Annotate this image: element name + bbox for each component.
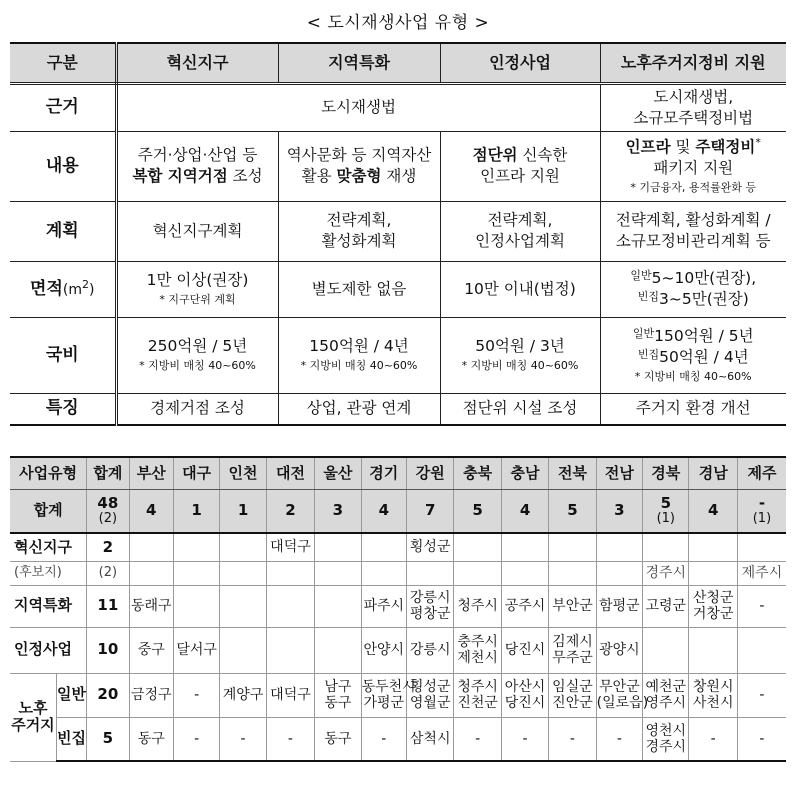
region-cell: 중구 <box>129 627 173 673</box>
region-cell: 남구 동구 <box>315 673 361 717</box>
vacant-count: 5 <box>87 717 129 761</box>
header-region: 대전 <box>266 457 314 489</box>
region-cell <box>406 561 453 585</box>
total-region-count: 4 <box>689 489 737 533</box>
header-region: 경기 <box>361 457 406 489</box>
area-regional: 별도제한 없음 <box>278 261 440 317</box>
header-region: 합계 <box>87 457 129 489</box>
region-cell: 동구 <box>315 717 361 761</box>
candidate-row <box>10 561 786 585</box>
region-cell <box>596 533 642 561</box>
header-region: 제주 <box>737 457 786 489</box>
header-innovation: 혁신지구 <box>116 43 278 83</box>
funding-regional: 150억원 / 4년 * 지방비 매칭 40~60% <box>278 317 440 393</box>
region-cell: - <box>737 585 786 627</box>
header-project-type: 사업유형 <box>10 457 87 489</box>
total-region-count: 4 <box>129 489 173 533</box>
total-region-count: - (1) <box>737 489 786 533</box>
region-cell: - <box>454 717 501 761</box>
plan-certified: 전략계획, 인정사업계획 <box>440 201 600 261</box>
basis-label: 근거 <box>10 83 116 131</box>
general-count: 20 <box>87 673 129 717</box>
basis-old-housing: 도시재생법, 소규모주택정비법 <box>600 83 786 131</box>
region-cell: - <box>361 717 406 761</box>
header-category: 구분 <box>10 43 116 83</box>
header-region: 울산 <box>315 457 361 489</box>
region-header-row <box>10 457 786 489</box>
region-cell: 강릉시 평창군 <box>406 585 453 627</box>
region-cell: 무안군 (일로읍) <box>596 673 642 717</box>
innovation-row <box>10 533 786 561</box>
region-cell <box>689 533 737 561</box>
certified-count: 10 <box>87 627 129 673</box>
region-cell: 함평군 <box>596 585 642 627</box>
header-region: 경북 <box>643 457 689 489</box>
header-region: 경남 <box>689 457 737 489</box>
region-cell: 광양시 <box>596 627 642 673</box>
certified-label: 인정사업 <box>10 627 87 673</box>
candidate-label: (후보지) <box>10 561 87 585</box>
regional-count: 11 <box>87 585 129 627</box>
region-cell: 공주시 <box>501 585 548 627</box>
total-row <box>10 489 786 533</box>
region-cell: - <box>501 717 548 761</box>
region-cell: 동두천시 가평군 <box>361 673 406 717</box>
funding-old-housing: $^{일반}$150억원 / 5년 $^{빈집}$50억원 / 4년 * 지방비 매칭 40~60% <box>600 317 786 393</box>
funding-row <box>10 317 786 393</box>
region-cell: 창원시 사천시 <box>689 673 737 717</box>
region-cell: 파주시 <box>361 585 406 627</box>
region-cell: 강릉시 <box>406 627 453 673</box>
region-cell: - <box>173 673 219 717</box>
region-cell: 청주시 진천군 <box>454 673 501 717</box>
old-housing-vacant-row <box>10 717 786 761</box>
region-cell: - <box>173 717 219 761</box>
old-housing-label: 노후 주거지 <box>10 673 56 761</box>
region-cell: - <box>737 717 786 761</box>
header-region: 전남 <box>596 457 642 489</box>
region-cell: 영천시 경주시 <box>643 717 689 761</box>
region-cell: 안양시 <box>361 627 406 673</box>
total-region-count: 3 <box>315 489 361 533</box>
old-housing-general-row <box>10 673 786 717</box>
region-cell: 횡성군 <box>406 533 453 561</box>
project-types-table <box>10 42 786 426</box>
total-region-count: 7 <box>406 489 453 533</box>
region-cell: - <box>596 717 642 761</box>
innovation-count: 2 <box>87 533 129 561</box>
area-innovation: 1만 이상(권장) * 지구단위 계획 <box>116 261 278 317</box>
total-region-count: 3 <box>596 489 642 533</box>
region-cell <box>549 533 596 561</box>
region-cell <box>361 533 406 561</box>
header-region: 전북 <box>549 457 596 489</box>
table-caption: < 도시재생사업 유형 > <box>306 13 490 33</box>
general-label: 일반 <box>56 673 86 717</box>
region-cell: 달서구 <box>173 627 219 673</box>
header-region: 대구 <box>173 457 219 489</box>
total-label: 합계 <box>10 489 87 533</box>
regional-label: 지역특화 <box>10 585 87 627</box>
region-cell <box>689 627 737 673</box>
total-region-count: 1 <box>220 489 266 533</box>
region-cell: - <box>737 673 786 717</box>
regional-distribution-table <box>10 456 786 762</box>
region-cell: - <box>549 717 596 761</box>
region-cell: 청주시 <box>454 585 501 627</box>
area-certified: 10만 이내(법정) <box>440 261 600 317</box>
region-cell: 부안군 <box>549 585 596 627</box>
header-region: 부산 <box>129 457 173 489</box>
region-cell: 대덕구 <box>266 673 314 717</box>
header-region: 강원 <box>406 457 453 489</box>
region-cell <box>643 627 689 673</box>
certified-row <box>10 627 786 673</box>
region-cell <box>549 561 596 585</box>
region-cell <box>315 585 361 627</box>
region-cell <box>501 561 548 585</box>
region-cell <box>173 561 219 585</box>
header-regional: 지역특화 <box>278 43 440 83</box>
region-cell <box>129 561 173 585</box>
region-cell <box>315 561 361 585</box>
feature-certified: 점단위 시설 조성 <box>440 393 600 425</box>
region-cell: 동래구 <box>129 585 173 627</box>
region-cell <box>220 533 266 561</box>
header-certified: 인정사업 <box>440 43 600 83</box>
region-cell <box>689 561 737 585</box>
funding-certified: 50억원 / 3년 * 지방비 매칭 40~60% <box>440 317 600 393</box>
region-cell <box>737 533 786 561</box>
region-cell <box>266 561 314 585</box>
content-old-housing: 인프라 및 주택정비* 패키지 지원 * 기금융자, 용적률완화 등 <box>600 131 786 201</box>
region-cell: 삼척시 <box>406 717 453 761</box>
region-cell <box>315 627 361 673</box>
region-cell: 김제시 무주군 <box>549 627 596 673</box>
types-header-row <box>10 43 786 83</box>
region-cell: 충주시 제천시 <box>454 627 501 673</box>
region-cell <box>220 561 266 585</box>
region-cell <box>173 585 219 627</box>
basis-row <box>10 83 786 131</box>
region-cell: 당진시 <box>501 627 548 673</box>
region-cell <box>266 627 314 673</box>
region-cell: 제주시 <box>737 561 786 585</box>
feature-innovation: 경제거점 조성 <box>116 393 278 425</box>
area-row <box>10 261 786 317</box>
region-cell <box>361 561 406 585</box>
total-region-count: 4 <box>501 489 548 533</box>
plan-innovation: 혁신지구계획 <box>116 201 278 261</box>
plan-old-housing: 전략계획, 활성화계획 / 소규모정비관리계획 등 <box>600 201 786 261</box>
plan-label: 계획 <box>10 201 116 261</box>
region-cell: 산청군 거창군 <box>689 585 737 627</box>
region-cell <box>220 627 266 673</box>
funding-innovation: 250억원 / 5년 * 지방비 매칭 40~60% <box>116 317 278 393</box>
region-cell: 대덕구 <box>266 533 314 561</box>
basis-common: 도시재생법 <box>116 83 600 131</box>
region-cell <box>173 533 219 561</box>
total-region-count: 5 <box>454 489 501 533</box>
plan-regional: 전략계획, 활성화계획 <box>278 201 440 261</box>
total-region-count: 5 <box>549 489 596 533</box>
region-cell <box>501 533 548 561</box>
region-cell <box>737 627 786 673</box>
region-cell: 아산시 당진시 <box>501 673 548 717</box>
region-cell: - <box>220 717 266 761</box>
feature-row <box>10 393 786 425</box>
header-region: 충북 <box>454 457 501 489</box>
region-cell: - <box>689 717 737 761</box>
region-cell <box>315 533 361 561</box>
total-region-count: 5 (1) <box>643 489 689 533</box>
area-label: 면적$(m^2)$ <box>10 261 116 317</box>
region-cell <box>454 533 501 561</box>
candidate-count: (2) <box>87 561 129 585</box>
feature-label: 특징 <box>10 393 116 425</box>
feature-regional: 상업, 관광 연계 <box>278 393 440 425</box>
region-cell <box>454 561 501 585</box>
region-cell: 횡성군 영월군 <box>406 673 453 717</box>
content-row <box>10 131 786 201</box>
region-cell <box>643 533 689 561</box>
funding-label: 국비 <box>10 317 116 393</box>
plan-row <box>10 201 786 261</box>
region-cell <box>129 533 173 561</box>
content-certified: 점단위 신속한 인프라 지원 <box>440 131 600 201</box>
region-cell: 금정구 <box>129 673 173 717</box>
region-cell: - <box>266 717 314 761</box>
content-old-housing-note: * 기금융자, 용적률완화 등 <box>630 181 757 194</box>
total-region-count: 4 <box>361 489 406 533</box>
header-region: 충남 <box>501 457 548 489</box>
region-cell: 계양구 <box>220 673 266 717</box>
region-cell: 경주시 <box>643 561 689 585</box>
regional-row <box>10 585 786 627</box>
total-region-count: 1 <box>173 489 219 533</box>
region-cell <box>220 585 266 627</box>
feature-old-housing: 주거지 환경 개선 <box>600 393 786 425</box>
region-cell: 고령군 <box>643 585 689 627</box>
vacant-label: 빈집 <box>56 717 86 761</box>
total-sum: 48 (2) <box>87 489 129 533</box>
area-old-housing: $^{일반}$5~10만(권장), $^{빈집}$3~5만(권장) <box>600 261 786 317</box>
region-cell <box>266 585 314 627</box>
total-region-count: 2 <box>266 489 314 533</box>
region-cell: 임실군 진안군 <box>549 673 596 717</box>
content-innovation: 주거·상업·산업 등 복합 지역거점 조성 <box>116 131 278 201</box>
region-cell <box>596 561 642 585</box>
content-regional: 역사문화 등 지역자산 활용 맞춤형 재생 <box>278 131 440 201</box>
header-old-housing: 노후주거지정비 지원 <box>600 43 786 83</box>
region-cell: 동구 <box>129 717 173 761</box>
content-label: 내용 <box>10 131 116 201</box>
header-region: 인천 <box>220 457 266 489</box>
innovation-label: 혁신지구 <box>10 533 87 561</box>
region-cell: 예천군 영주시 <box>643 673 689 717</box>
